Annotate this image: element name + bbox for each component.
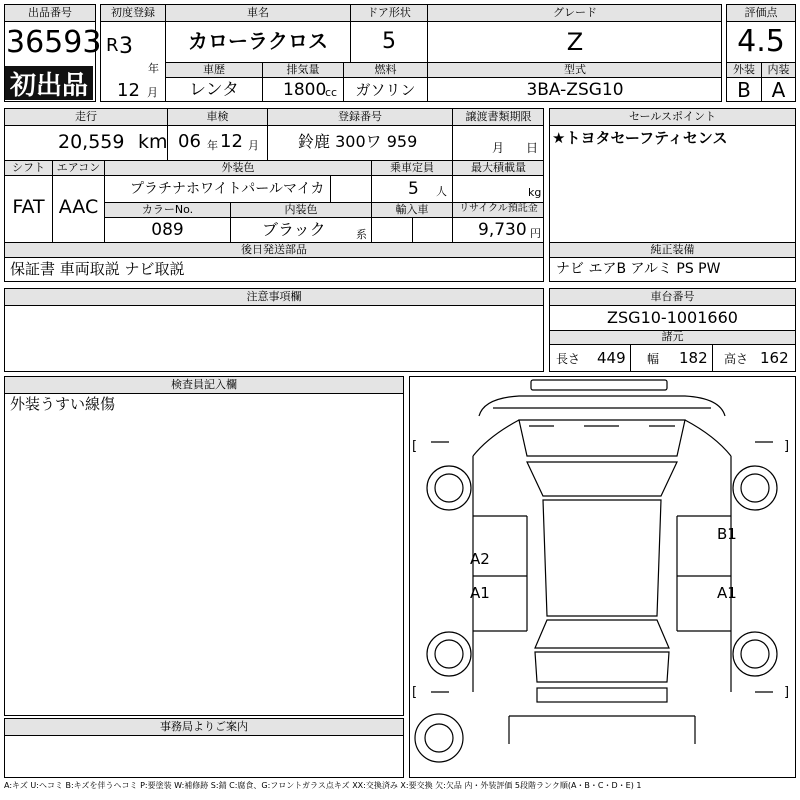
displacement-label: 排気量	[286, 63, 320, 76]
recycle-unit: 円	[530, 227, 541, 240]
chassis-label: 車台番号	[650, 290, 695, 303]
doors-value: 5	[382, 29, 396, 54]
inspector-box	[4, 376, 404, 716]
model-label: 型式	[564, 63, 586, 76]
bracket-rear-right: ]	[784, 685, 790, 700]
capacity-unit: 人	[436, 185, 447, 198]
later-parts-label: 後日発送部品	[241, 243, 307, 256]
inspector-comment: 外装うすい線傷	[10, 395, 116, 413]
recycle-value: 9,730	[478, 220, 527, 240]
roof	[543, 500, 661, 616]
genuine-value: ナビ エアB アルミ PS PW	[556, 261, 721, 277]
dims-length: 449	[597, 349, 626, 367]
bracket-front-left: [	[412, 439, 418, 454]
inspection-month-unit: 月	[248, 139, 259, 152]
hood	[519, 420, 685, 456]
recycle-label: リサイクル預託金	[459, 203, 538, 214]
transfer-day-unit: 日	[526, 141, 539, 155]
transfer-label: 譲渡書類期限	[465, 110, 532, 123]
grade-value: Z	[566, 28, 584, 56]
bracket-front-right: ]	[784, 439, 790, 454]
damage-mark-b1: B1	[717, 525, 737, 543]
front-outline	[479, 396, 725, 416]
aircon-label: エアコン	[56, 161, 101, 174]
ext-color-value: プラチナホワイトパールマイカ	[130, 181, 325, 197]
legend-text: A:キズ U:ヘコミ B:キズを伴うヘコミ P:要塗装 W:補修跡 S:錆 C:腐食、G:フロントガラス点キズ XX:交換済み X:要交換 欠:欠品 内・外装評価 5段階ランク順(A・B・C・D・E) 1	[4, 781, 642, 790]
bracket-rear-left: [	[412, 685, 418, 700]
inspection-year-unit: 年	[207, 139, 218, 152]
inspection-year: 06	[178, 131, 201, 152]
inspector-label: 検査員記入欄	[171, 378, 237, 391]
int-color-unit: 系	[356, 228, 367, 241]
first-reg-era: R	[106, 35, 119, 56]
lot-number: 36593	[6, 25, 102, 60]
dims-height-label: 高さ	[724, 352, 749, 366]
score-label: 評価点	[744, 6, 778, 19]
int-color-value: ブラック	[262, 220, 326, 239]
dims-width-label: 幅	[647, 352, 660, 366]
first-reg-month-unit: 月	[147, 86, 158, 99]
dims-width: 182	[679, 349, 708, 367]
dims-label: 諸元	[661, 330, 684, 343]
damage-mark-a1-right: A1	[717, 584, 737, 602]
notes-label: 注意事項欄	[246, 290, 302, 303]
first-reg-year-unit: 年	[148, 62, 159, 75]
score-value: 4.5	[737, 24, 785, 59]
sales-point-value: ★トヨタセーフティセンス	[552, 129, 728, 147]
dims-height: 162	[760, 349, 789, 367]
chassis-value: ZSG10-1001660	[607, 308, 738, 327]
later-parts-value: 保証書 車両取説 ナビ取説	[10, 260, 185, 278]
model-value: 3BA-ZSG10	[526, 80, 624, 100]
wheel-rear-right	[733, 632, 777, 676]
doors-label: ドア形状	[367, 6, 411, 19]
history-value: レンタ	[189, 80, 239, 100]
first-reg-year: 3	[119, 34, 133, 59]
mileage-value: 20,559	[58, 131, 125, 153]
history-label: 車歴	[203, 63, 225, 76]
fuel-value: ガソリン	[355, 81, 416, 99]
ext-score-value: B	[737, 78, 751, 102]
trunk	[535, 652, 669, 682]
lot-label: 出品番号	[28, 6, 72, 19]
damage-mark-a1-left: A1	[470, 584, 490, 602]
mileage-unit: km	[138, 131, 168, 153]
ext-score-label: 外装	[733, 63, 755, 76]
windshield	[527, 462, 677, 496]
first-reg-label: 初度登録	[111, 6, 155, 19]
car-name-label: 車名	[247, 6, 269, 19]
max-load-label: 最大積載量	[471, 161, 526, 174]
right-body	[685, 420, 731, 692]
displacement-value: 1800	[283, 80, 327, 100]
rear-bumper	[537, 688, 667, 702]
displacement-unit: cc	[325, 86, 338, 99]
damage-mark-a2: A2	[470, 550, 490, 568]
color-no-value: 089	[151, 220, 184, 240]
wheel-front-left	[427, 466, 471, 510]
first-listing-badge: 初出品	[5, 66, 93, 100]
plate-label: 登録番号	[338, 110, 382, 123]
capacity-label: 乗車定員	[390, 161, 434, 174]
spare-wheel	[415, 714, 463, 762]
genuine-label: 純正装備	[650, 243, 695, 256]
fuel-label: 燃料	[374, 63, 397, 76]
plate-value: 鈴鹿 300ワ 959	[298, 132, 418, 151]
grade-label: グレード	[553, 6, 597, 19]
max-load-unit: kg	[528, 186, 542, 199]
transfer-month-unit: 月	[492, 141, 505, 155]
inspection-label: 車検	[206, 110, 229, 123]
int-score-value: A	[771, 78, 786, 102]
int-color-label: 内装色	[284, 203, 318, 216]
int-score-label: 内装	[767, 63, 790, 76]
car-damage-diagram	[409, 376, 796, 778]
rear-window	[535, 620, 669, 648]
capacity-value: 5	[408, 179, 419, 199]
mileage-label: 走行	[75, 110, 97, 123]
dims-length-label: 長さ	[556, 352, 581, 366]
front-bumper	[531, 380, 667, 390]
wheel-front-right	[733, 466, 777, 510]
office-label: 事務局よりご案内	[160, 720, 248, 733]
ext-color-label: 外装色	[221, 161, 255, 174]
wheel-rear-left	[427, 632, 471, 676]
color-no-label: カラーNo.	[141, 203, 194, 216]
car-name-value: カローラクロス	[188, 29, 328, 53]
sales-point-label: セールスポイント	[628, 110, 716, 123]
shift-label: シフト	[12, 161, 45, 174]
shift-value: FAT	[12, 196, 45, 218]
inspection-month: 12	[220, 131, 243, 152]
first-reg-month: 12	[117, 80, 140, 101]
aircon-value: AAC	[58, 196, 99, 218]
import-label: 輸入車	[395, 203, 429, 216]
